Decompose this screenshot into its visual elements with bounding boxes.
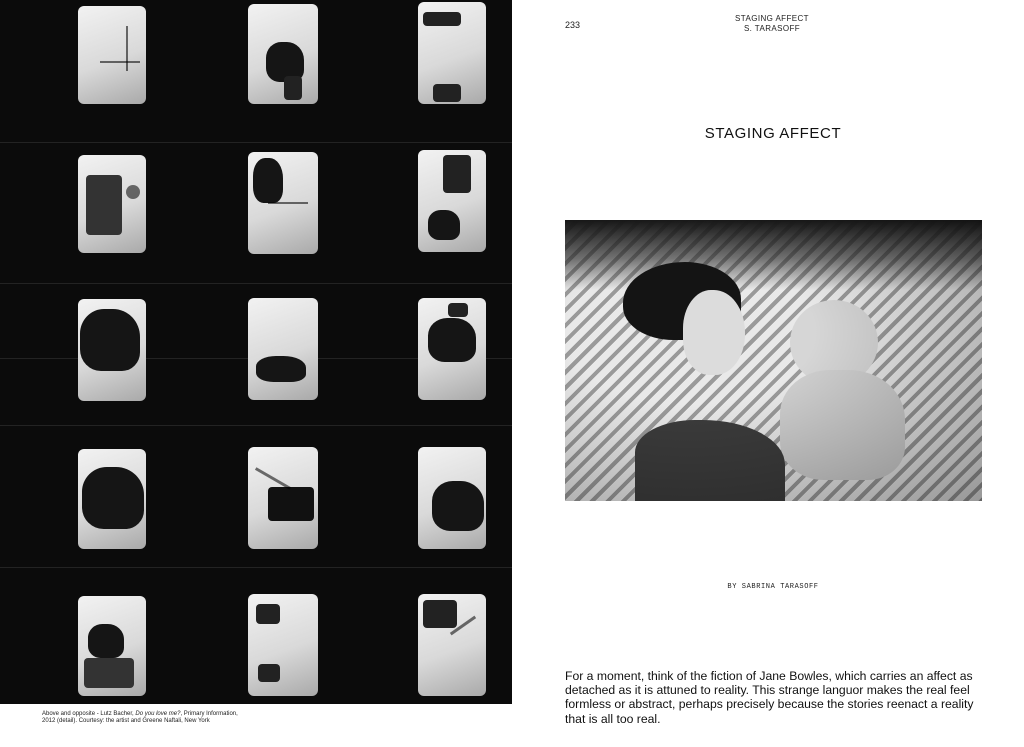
caption-suffix: , Primary Information, [180,711,238,717]
body-paragraph: For a moment, think of the fiction of Jane Bowles, which carries an affect as detached as it is attuned to reality. This strange languor makes the real feel formless or abstract, perhaps precisely because the stories reenact a reality that is all too real. [565,669,974,726]
byline: BY SABRINA TARASOFF [727,583,819,591]
contact-frame [418,2,486,104]
contact-frame [248,152,318,254]
right-page [512,0,1024,747]
contact-frame [248,594,318,696]
contact-frame [418,594,486,696]
contact-frame [248,447,318,549]
sheet-divider [0,567,512,568]
contact-sheet-image [0,0,512,704]
sheet-divider [0,425,512,426]
sheet-divider [0,283,512,284]
running-head-author: S. TARASOFF [743,24,801,33]
caption-prefix: Above and opposite - Lutz Bacher, [42,711,136,717]
image-caption [42,711,272,725]
running-head [682,14,862,34]
page-number: 233 [565,20,581,30]
contact-frame [78,449,146,549]
sheet-divider [0,142,512,143]
contact-frame [78,299,146,401]
contact-frame [248,298,318,400]
contact-frame [78,155,146,253]
contact-frame [78,6,146,104]
article-title: STAGING AFFECT [704,125,842,142]
caption-line-2: 2012 (detail). Courtesy: the artist and Greene Naftali, New York [42,718,210,724]
article-photo [565,220,982,501]
contact-frame [418,298,486,400]
contact-frame [418,150,486,252]
contact-frame [248,4,318,104]
caption-work-title: Do you love me? [135,711,181,717]
contact-frame [418,447,486,549]
contact-frame [78,596,146,696]
running-head-title: STAGING AFFECT [735,14,809,23]
